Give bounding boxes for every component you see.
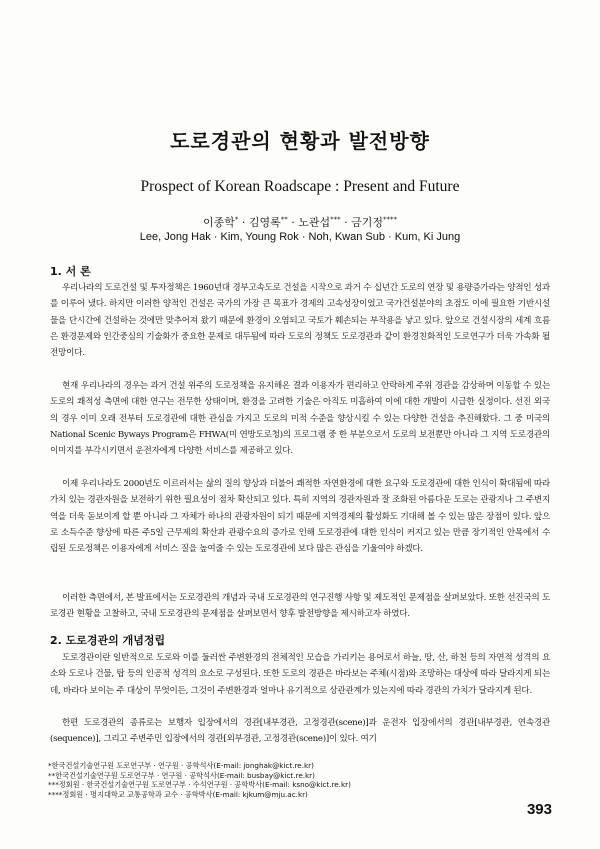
footnote: ***정회원 · 한국건설기술연구원 도로연구부 · 수석연구원 · 공학박사(E-mail: ksno@kict.re.kr) (48, 780, 351, 790)
authors-english: Lee, Jong Hak · Kim, Young Rok · Noh, Kwan Sub · Kum, Ki Jung (139, 231, 461, 243)
footnote: **한국건설기술연구원 도로연구부 · 연구원 · 공학석사(E-mail: busbay@kict.re.kr) (48, 770, 315, 780)
page-number: 393 (526, 801, 552, 818)
author-name: 금기정 (351, 216, 384, 229)
section-heading: 2. 도로경관의 개념정립 (50, 634, 166, 647)
paragraph: 도로경관이란 일반적으로 도로와 이를 둘러싼 주변환경의 전체적인 모습을 가리키는 용어로서 하늘, 땅, 산, 하천 등의 자연적 성격의 요소와 도로나 건물, 탑 등의 인공적 성격의 요소로 구성된다. 또한 도로의 경관은 바라보는 주체(시점)와 조망하는 대상에 따라 달라지게 되는데, 바라다 보이는 주 대상이 무엇이든, 그것이 주변환경과 얼마나 유기적으로 상관관계가 있는지에 따라 경관의 가치가 달라지게 된다. (50, 653, 550, 696)
author-name: 노관섭 (298, 216, 331, 229)
footnote: ****정회원 · 명지대학교 교통공학과 교수 · 공학박사(E-mail: kjkum@mju.ac.kr) (48, 789, 308, 799)
paragraph: 한편 도로경관의 종류로는 보행자 입장에서의 경관[내부경관, 고정경관(scene)]과 운전자 입장에서의 경관[내부경관, 연속경관(sequence)], 그리고 주변주민 입장에서의 경관[외부경관, 고정경관(scene)]이 있다. 여기 (50, 718, 550, 745)
author-mark: * (234, 215, 239, 224)
author-mark: **** (383, 215, 398, 224)
author-mark: *** (330, 215, 341, 224)
paragraph: 현재 우리나라의 경우는 과거 건설 위주의 도로정책을 유지해온 결과 이용자가 편리하고 안락하게 주위 경관을 감상하며 이동할 수 있는 도로의 쾌적성 측면에 대한 연구는 전무한 상태이며, 환경을 고려한 기술은 아직도 미흡하여 이에 대한 개발이 시급한 실정이다. 선진 외국의 경우 이미 오래 전부터 도로경관에 대한 관심을 가지고 도로의 미적 수준을 향상시킬 수 있는 다양한 건설을 추진해왔다. 그 중 미국의 National Scenic Byways Program은 FHWA(미 연방도로청)의 프로그램 중 한 부분으로서 도로의 보전뿐만 아니라 그 지역 도로경관의 이미지를 부각시키면서 운전자에게 다양한 서비스를 제공하고 있다. (50, 381, 550, 457)
author-name: 김영록 (248, 216, 281, 229)
paper-title: 도로경관의 현황과 발전방향 (170, 129, 430, 153)
footnotes (48, 761, 448, 799)
author-mark: ** (280, 215, 288, 224)
author-name: 이종학 (202, 216, 235, 229)
section-heading: 1. 서 론 (50, 265, 91, 278)
paragraph: 이러한 측면에서, 본 발표에서는 도로경관의 개념과 국내 도로경관의 연구진행 사항 및 제도적인 문제점을 살펴보았다. 또한 선진국의 도로경관 현황을 고찰하고, 국내 도로경관의 문제점을 살펴보면서 향후 발전방향을 제시하고자 하였다. (50, 593, 550, 620)
footnote: *한국건설기술연구원 도로연구부 · 연구원 · 공학석사(E-mail: jonghak@kict.re.kr) (48, 761, 314, 770)
paper-subtitle: Prospect of Korean Roadscape : Present and Future (140, 178, 460, 195)
paragraph: 이제 우리나라도 2000년도 이르러서는 삶의 질의 향상과 더불어 쾌적한 자연환경에 대한 요구와 도로경관에 대한 인식이 확대됨에 따라 가치 있는 경관자원을 보전하기 위한 필요성이 점차 확산되고 있다. 특히 지역의 경관자원과 잘 조화된 아름다운 도로는 관광지나 그 주변지역을 더욱 돋보이게 할 뿐 아니라 그 자체가 하나의 관광자원이 되기 때문에 지역경제의 활성화도 기대해 볼 수 있는 많은 장점이 있다. 앞으로 소득수준 향상에 따른 주5일 근무제의 확산과 관광수요의 증가로 인해 도로경관에 대한 인식이 커지고 있는 만큼 장기적인 안목에서 수립된 도로정책은 이용자에게 서비스 질을 높여줄 수 있는 도로경관에 보다 많은 관심을 기울여야 하겠다. (50, 479, 550, 555)
authors-korean: 이종학* · 김영록** · 노관섭*** · 금기정**** (202, 215, 398, 229)
paragraph: 우리나라의 도로건설 및 투자정책은 1960년대 경부고속도로 건설을 시작으로 과거 수 십년간 도로의 연장 및 용량증가라는 양적인 성과를 이루어 냈다. 하지만 이러한 양적인 건설은 국가의 가장 큰 목표가 경제의 고속성장이었고 국가건설분야의 초점도 이에 필요한 기반시설물을 단시간에 건설하는 것에만 맞추어져 왔기 때문에 환경이 오염되고 국토가 훼손되는 부작용을 낳고 있다. 앞으로 건설시장의 세계 흐름은 환경문제와 인간중심의 기술화가 중요한 문제로 대두됨에 따라 도로의 정책도 도로경관과 같이 환경친화적인 도로연구가 더욱 가속화 될 전망이다. (50, 283, 550, 359)
